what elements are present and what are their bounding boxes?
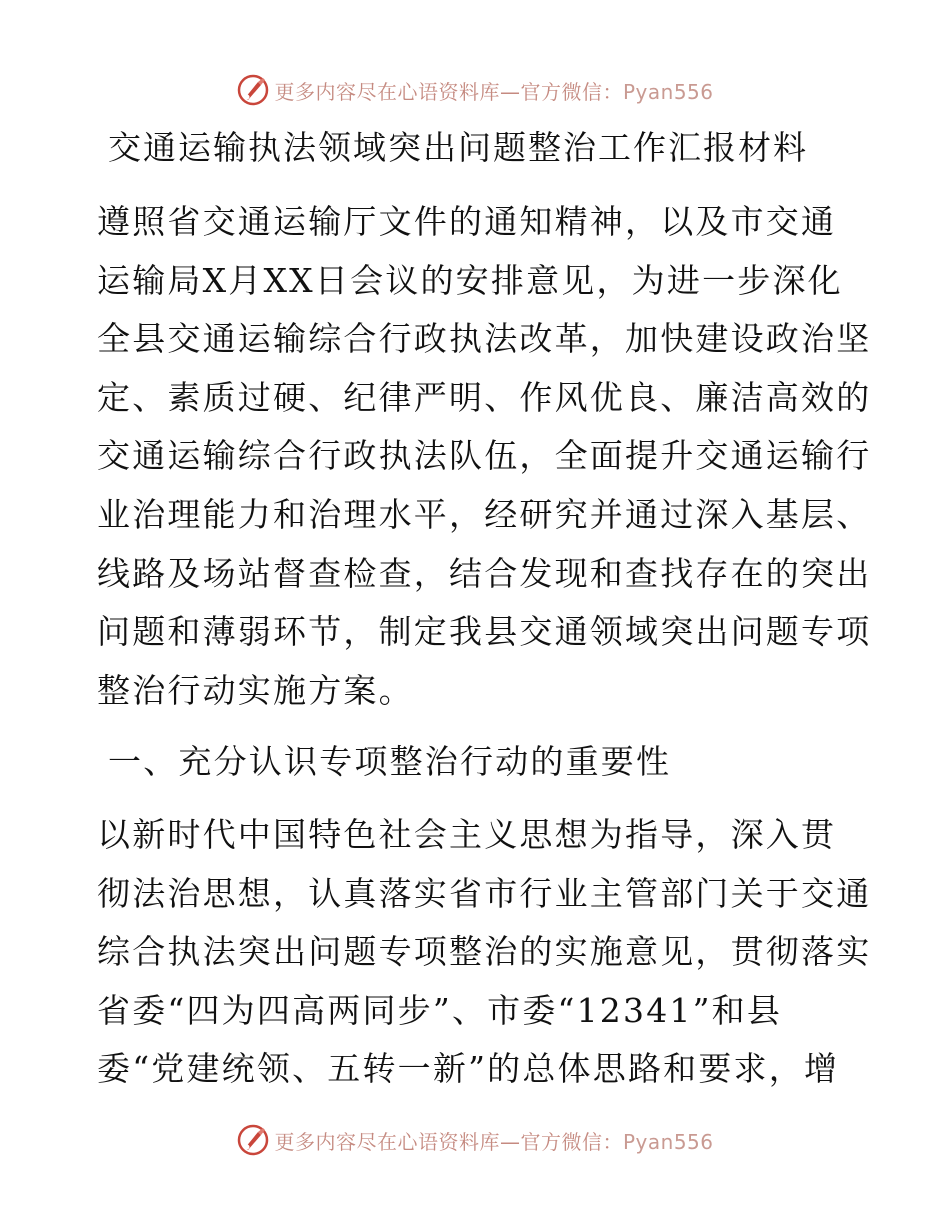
paragraph-line: 综合执法突出问题专项整治的实施意见，贯彻落实	[97, 932, 872, 972]
paragraph-line: 委“党建统领、五转一新”的总体思路和要求，增	[97, 1049, 840, 1089]
paragraph-line: 遵照省交通运输厅文件的通知精神，以及市交通	[97, 202, 837, 241]
quill-logo-icon	[236, 1123, 270, 1157]
watermark-text: 更多内容尽在心语资料库—官方微信：Pyan556	[274, 79, 714, 104]
watermark-text: 更多内容尽在心语资料库—官方微信：Pyan556	[274, 1129, 714, 1154]
paragraph-line: 业治理能力和治理水平，经研究并通过深入基层、	[97, 494, 872, 534]
paragraph-line: 以新时代中国特色社会主义思想为指导，深入贯	[97, 815, 837, 854]
paragraph-line: 交通运输综合行政执法队伍，全面提升交通运输行	[97, 436, 872, 476]
paragraph-line: 问题和薄弱环节，制定我县交通领域突出问题专项	[97, 612, 872, 652]
paragraph-line: 线路及场站督查检查，结合发现和查找存在的突出	[97, 553, 872, 593]
quill-logo-icon	[236, 73, 270, 107]
paragraph-line: 省委“四为四高两同步”、市委“12341”和县	[97, 990, 783, 1030]
watermark-header	[0, 70, 950, 110]
watermark-footer	[0, 1120, 950, 1160]
paragraph-section-1	[97, 806, 872, 1099]
paragraph-line: 运输局X月XX日会议的安排意见，为进一步深化	[97, 260, 843, 300]
section-heading-1: 一、充分认识专项整治行动的重要性	[108, 742, 672, 781]
paragraph-line: 彻法治思想，认真落实省市行业主管部门关于交通	[97, 873, 872, 913]
document-title: 交通运输执法领域突出问题整治工作汇报材料	[108, 128, 808, 167]
paragraph-intro	[97, 193, 872, 720]
paragraph-line: 整治行动实施方案。	[97, 670, 414, 710]
paragraph-line: 定、素质过硬、纪律严明、作风优良、廉洁高效的	[97, 377, 872, 417]
paragraph-line: 全县交通运输综合行政执法改革，加快建设政治坚	[97, 319, 872, 359]
